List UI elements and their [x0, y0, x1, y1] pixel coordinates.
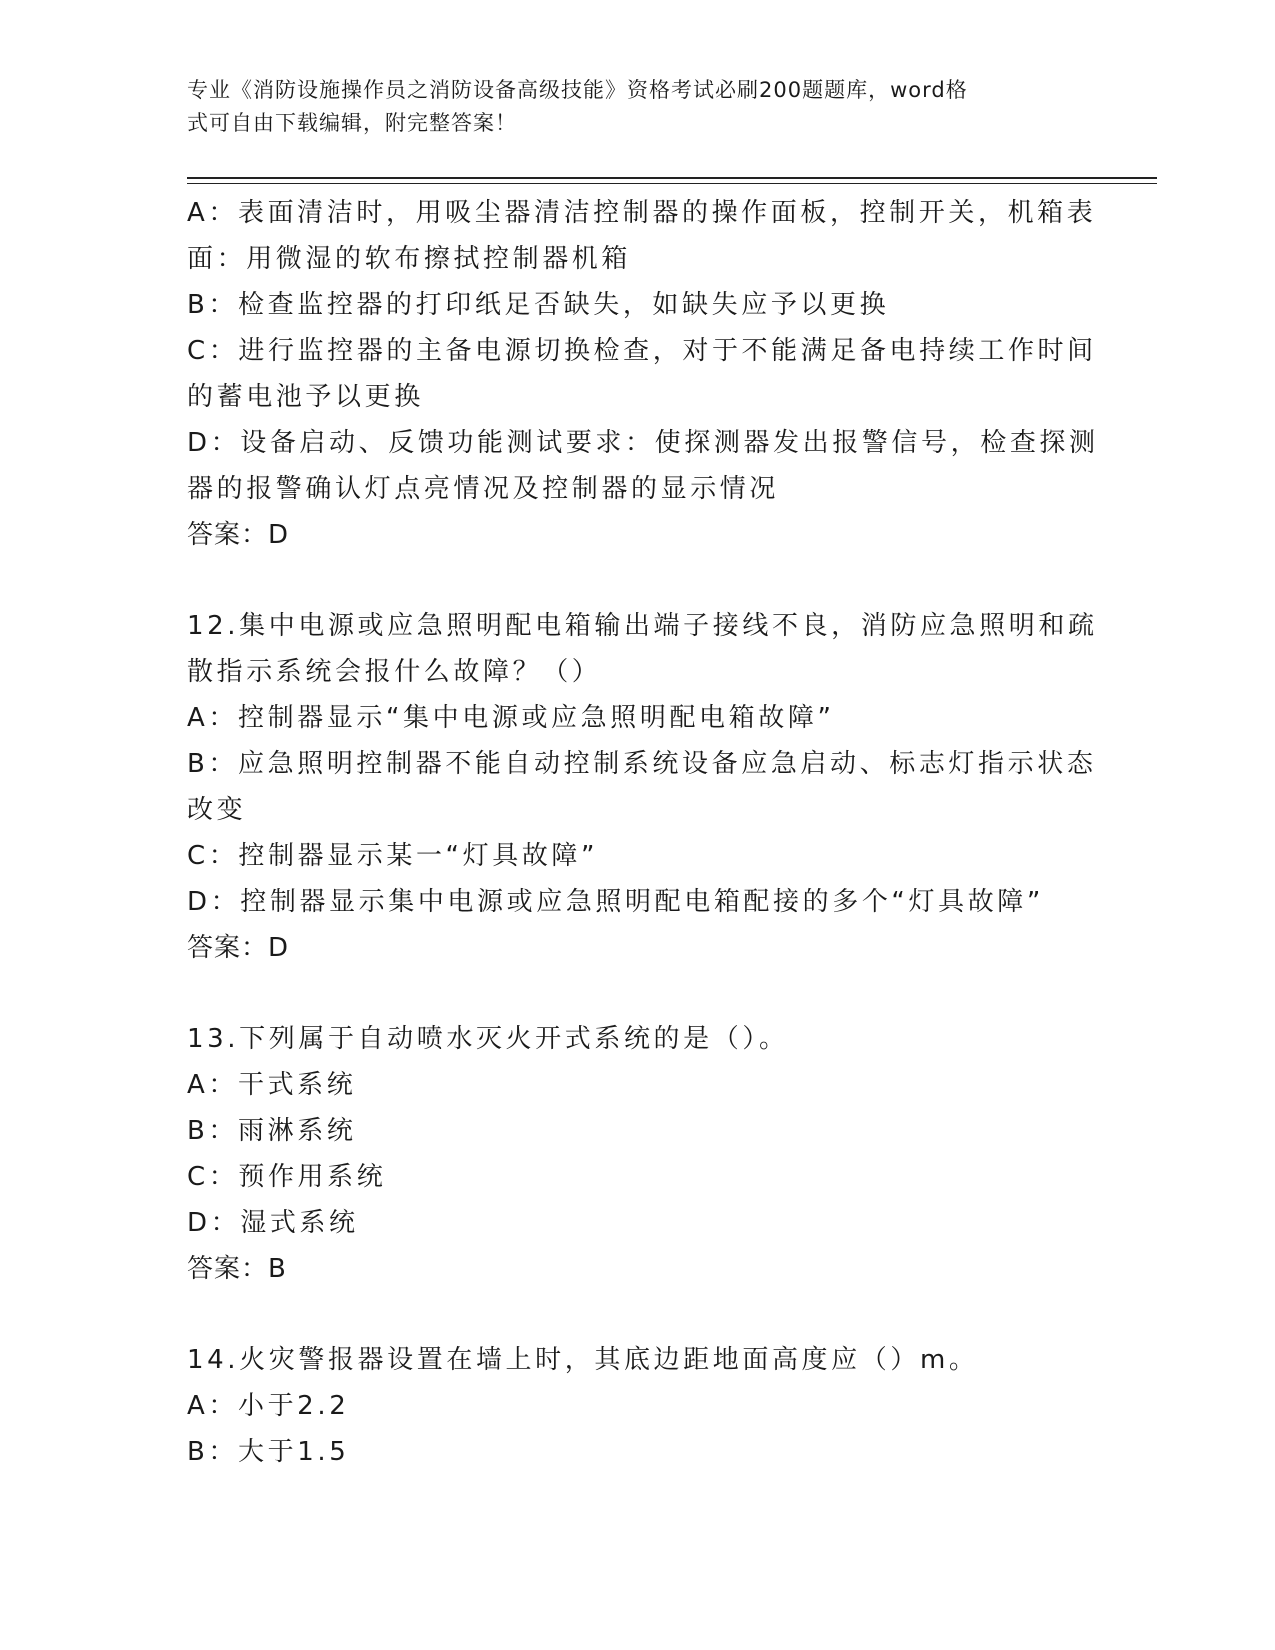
- option-c-line: C：进行监控器的主备电源切换检查，对于不能满足备电持续工作时间: [187, 336, 1097, 366]
- option-a-line: A：控制器显示“集中电源或应急照明配电箱故障”: [187, 703, 835, 733]
- question-text: 14.火灾警报器设置在墙上时，其底边距地面高度应（）m。: [187, 1345, 979, 1375]
- question-text: 12.集中电源或应急照明配电箱输出端子接线不良，消防应急照明和疏: [187, 611, 1098, 641]
- option-c-line: C：预作用系统: [187, 1162, 387, 1192]
- header-line-2: 式可自由下载编辑，附完整答案！: [187, 111, 517, 135]
- option-c-line-cont: 的蓄电池予以更换: [187, 382, 424, 412]
- answer-label: 答案：D: [187, 933, 290, 963]
- header-line-1: 专业《消防设施操作员之消防设备高级技能》资格考试必刷200题题库，word格: [187, 78, 968, 102]
- question-list: [187, 190, 1099, 1475]
- answer-label: 答案：D: [187, 520, 290, 550]
- question-block: [187, 1016, 1087, 1292]
- question-block: [187, 1337, 1087, 1475]
- option-d-line: D：湿式系统: [187, 1208, 359, 1238]
- question-text: 13.下列属于自动喷水灭火开式系统的是（）。: [187, 1024, 789, 1054]
- header-divider-thick: [187, 177, 1157, 179]
- question-block: [187, 603, 1098, 971]
- option-c-line: C：控制器显示某一“灯具故障”: [187, 841, 599, 871]
- question-block: [187, 190, 1099, 558]
- option-b-line: B：雨淋系统: [187, 1116, 357, 1146]
- option-d-line: D：控制器显示集中电源或应急照明配电箱配接的多个“灯具故障”: [187, 887, 1044, 917]
- option-a-line-cont: 面：用微湿的软布擦拭控制器机箱: [187, 244, 632, 274]
- option-d-line: D：设备启动、反馈功能测试要求：使探测器发出报警信号，检查探测: [187, 428, 1099, 458]
- answer-label: 答案：B: [187, 1254, 287, 1284]
- question-text-cont: 散指示系统会报什么故障？（）: [187, 657, 602, 687]
- option-b-line: B：大于1.5: [187, 1437, 350, 1467]
- option-b-line-cont: 改变: [187, 795, 247, 825]
- option-a-line: A：表面清洁时，用吸尘器清洁控制器的操作面板，控制开关，机箱表: [187, 198, 1097, 228]
- option-a-line: A：小于2.2: [187, 1391, 350, 1421]
- option-d-line-cont: 器的报警确认灯点亮情况及控制器的显示情况: [187, 474, 780, 504]
- document-header: [187, 74, 1067, 140]
- option-b-line: B：应急照明控制器不能自动控制系统设备应急启动、标志灯指示状态: [187, 749, 1097, 779]
- option-a-line: A：干式系统: [187, 1070, 357, 1100]
- option-b-line: B：检查监控器的打印纸足否缺失，如缺失应予以更换: [187, 290, 890, 320]
- header-divider-thin: [187, 183, 1157, 184]
